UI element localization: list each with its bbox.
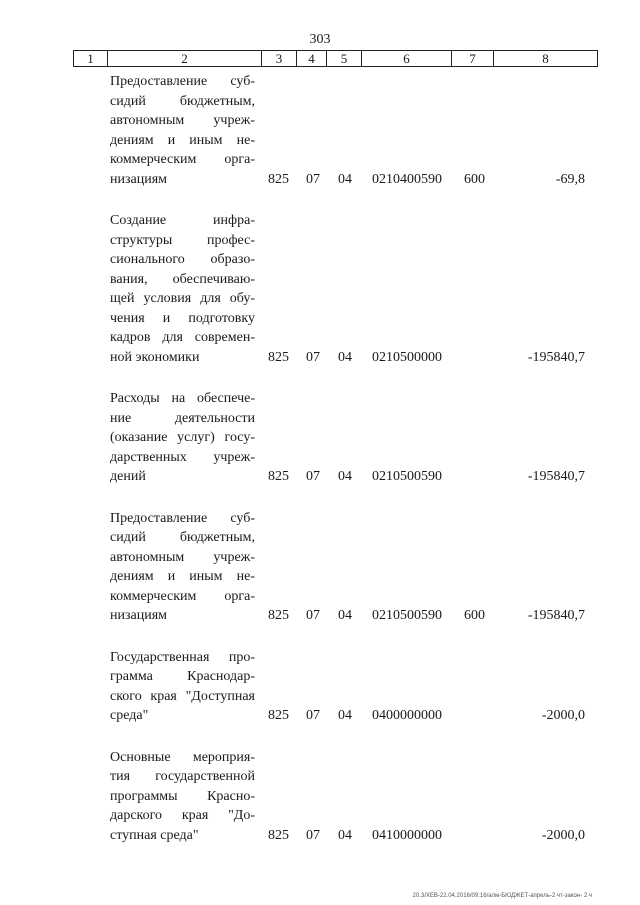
cell-c4: 07 — [306, 469, 320, 484]
cell-c7: 600 — [464, 171, 485, 187]
table-row — [0, 748, 640, 846]
cell-c3: 825 — [268, 349, 289, 365]
cell-c5: 04 — [338, 708, 352, 723]
description-line: среда" — [110, 708, 149, 723]
description-line: Создание инфра- — [110, 213, 255, 228]
description-line: Предоставление суб- — [110, 510, 255, 526]
cell-c4: 07 — [306, 708, 320, 723]
description-line: ние деятельности — [110, 410, 255, 426]
cell-c6: 0400000000 — [372, 708, 442, 723]
description-line: чения и подготовку — [110, 310, 255, 326]
description-line: вания, обеспечиваю- — [110, 271, 255, 287]
description-line: программы Красно- — [110, 788, 255, 804]
table-row — [0, 389, 640, 487]
header-col-5: 5 — [327, 51, 362, 66]
description-line: низациям — [110, 171, 168, 187]
table-body — [0, 72, 640, 867]
description-line: коммерческим орга- — [110, 152, 255, 167]
header-col-4: 4 — [297, 51, 327, 66]
description-line: щей условия для обу- — [110, 291, 255, 306]
cell-c8: -2000,0 — [541, 708, 585, 723]
description-line: структуры профес- — [110, 232, 255, 248]
header-col-2: 2 — [108, 51, 262, 66]
description-line: дений — [110, 469, 146, 484]
cell-c7: 600 — [464, 608, 485, 623]
description-line: дарственных учреж- — [110, 449, 255, 465]
cell-c5: 04 — [338, 349, 352, 365]
cell-c8: -195840,7 — [527, 349, 585, 365]
table-header — [73, 50, 598, 67]
description-line: тия государственной — [110, 769, 255, 784]
description-line: кадров для современ- — [110, 330, 255, 345]
cell-c3: 825 — [268, 708, 289, 723]
cell-c6: 0210400590 — [372, 171, 442, 187]
page-number: 303 — [309, 32, 331, 47]
description-line: (оказание услуг) госу- — [110, 430, 255, 445]
cell-c5: 04 — [338, 469, 352, 484]
cell-c6: 0210500590 — [372, 469, 442, 484]
cell-c3: 825 — [268, 608, 289, 623]
cell-c4: 07 — [306, 608, 320, 623]
cell-c6: 0210500590 — [372, 608, 442, 623]
description-line: сионального образо- — [110, 252, 255, 267]
cell-c4: 07 — [306, 827, 320, 843]
table-row — [0, 648, 640, 726]
table-row — [0, 72, 640, 189]
description-line: дениям и иным не- — [110, 132, 255, 148]
cell-c8: -195840,7 — [527, 608, 585, 623]
cell-c6: 0410000000 — [372, 827, 442, 843]
description-line: ной экономики — [110, 349, 200, 365]
cell-c8: -2000,0 — [541, 827, 585, 843]
description-line: дениям и иным не- — [110, 569, 255, 584]
description-line: Государственная про- — [110, 649, 255, 665]
description-line: дарского края "До- — [110, 808, 255, 823]
description-line: сидий бюджетным, — [110, 93, 255, 109]
cell-c3: 825 — [268, 827, 289, 843]
description-line: Расходы на обеспече- — [110, 391, 255, 406]
row-description — [110, 648, 255, 726]
row-description — [110, 509, 255, 626]
description-line: Основные мероприя- — [110, 749, 255, 765]
table-row — [0, 509, 640, 626]
cell-c5: 04 — [338, 827, 352, 843]
header-col-3: 3 — [262, 51, 297, 66]
cell-c6: 0210500000 — [372, 349, 442, 365]
row-description — [110, 211, 255, 367]
cell-c4: 07 — [306, 171, 320, 187]
description-line: грамма Краснодар- — [110, 669, 255, 684]
description-line: сидий бюджетным, — [110, 530, 255, 545]
description-line: Предоставление суб- — [110, 74, 255, 89]
header-col-1: 1 — [74, 51, 108, 66]
cell-c4: 07 — [306, 349, 320, 365]
description-line: ского края "Доступная — [110, 688, 255, 704]
row-description — [110, 389, 255, 487]
cell-c5: 04 — [338, 608, 352, 623]
cell-c8: -69,8 — [555, 171, 585, 187]
row-description — [110, 72, 255, 189]
header-col-6: 6 — [362, 51, 452, 66]
description-line: коммерческим орга- — [110, 588, 255, 604]
row-description — [110, 748, 255, 846]
description-line: автономным учреж- — [110, 113, 255, 128]
description-line: автономным учреж- — [110, 549, 255, 565]
description-line: низациям — [110, 608, 168, 623]
header-col-8: 8 — [542, 51, 549, 66]
table-row — [0, 211, 640, 367]
cell-c3: 825 — [268, 171, 289, 187]
footer-stamp: 20.3/ХЕВ-22.04.2016/09:16/алм-БЮДЖЕТ-апрель-2 чт-закон- 2 ч — [412, 893, 592, 899]
cell-c8: -195840,7 — [527, 469, 585, 484]
cell-c5: 04 — [338, 171, 352, 187]
cell-c3: 825 — [268, 469, 289, 484]
header-col-7: 7 — [452, 51, 494, 66]
description-line: ступная среда" — [110, 827, 199, 843]
